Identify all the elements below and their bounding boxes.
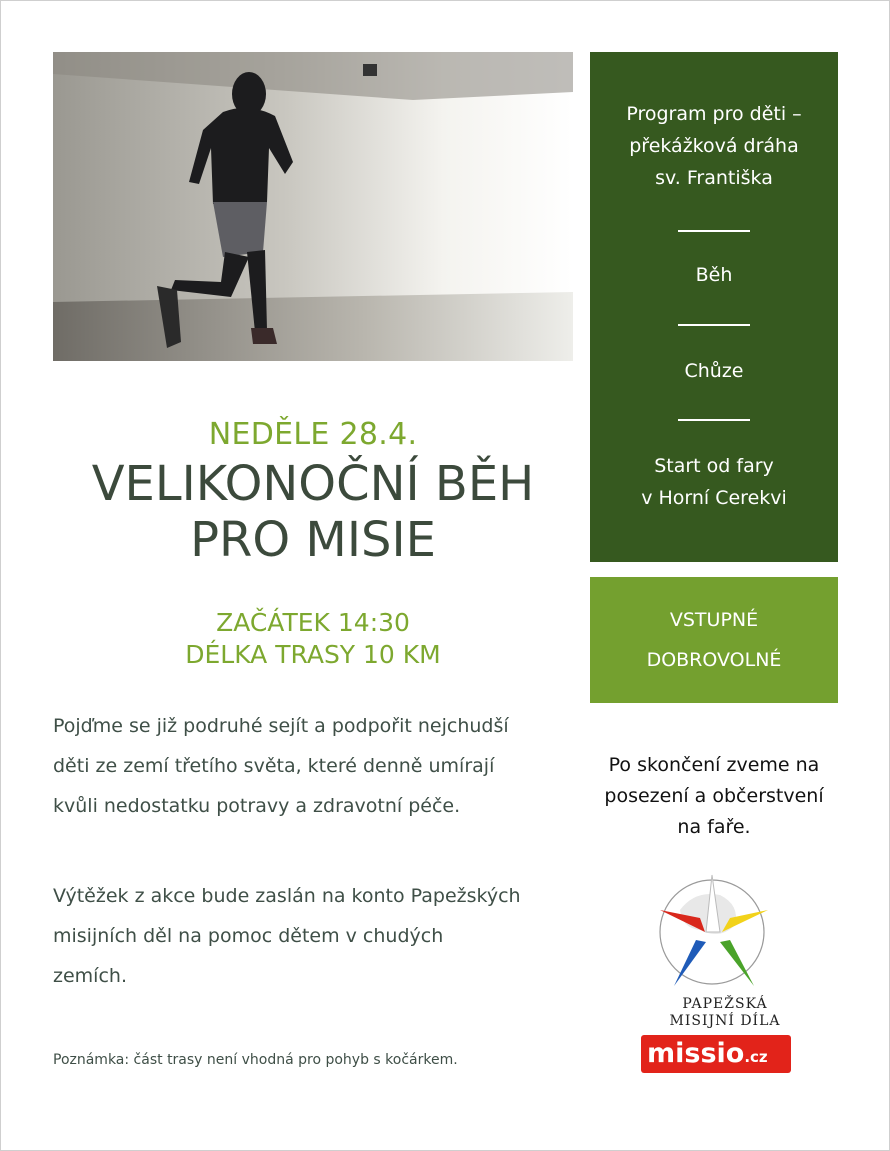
program-line: sv. Františka xyxy=(655,167,773,189)
title-line: PRO MISIE xyxy=(190,512,436,568)
title-line: VELIKONOČNÍ BĚH xyxy=(91,456,535,512)
track-length: DÉLKA TRASY 10 KM xyxy=(185,640,441,669)
program-line: Start od fary xyxy=(654,455,774,477)
paragraph-line: Výtěžek z akce bude zaslán na konto Papežských xyxy=(53,885,521,907)
stroller-note: Poznámka: část trasy není vhodná pro pohyb s kočárkem. xyxy=(53,1052,458,1068)
event-title xyxy=(53,456,573,568)
brand-suffix: .cz xyxy=(744,1048,768,1066)
brand-name: missio xyxy=(647,1038,745,1069)
after-line: Po skončení zveme na xyxy=(608,754,820,776)
event-date: NEDĚLE 28.4. xyxy=(208,417,418,452)
program-line: Program pro děti – xyxy=(626,103,802,125)
paragraph-line: kvůli nedostatku potravy a zdravotní péče. xyxy=(53,795,461,817)
entry-fee-box xyxy=(590,577,838,703)
logo-text: MISIJNÍ DÍLA xyxy=(669,1013,781,1029)
separator xyxy=(678,230,750,232)
separator xyxy=(678,324,750,326)
program-line: v Horní Cerekvi xyxy=(641,487,787,509)
entry-line: DOBROVOLNÉ xyxy=(646,649,782,671)
missio-wordmark xyxy=(641,1035,791,1073)
runner-photo xyxy=(53,52,573,361)
proceeds-paragraph xyxy=(53,876,583,996)
invitation-paragraph xyxy=(53,706,583,826)
program-item-run: Běh xyxy=(695,264,733,286)
after-line: na faře. xyxy=(677,816,751,838)
program-item-walk: Chůze xyxy=(684,360,744,382)
program-line: překážková dráha xyxy=(629,135,799,157)
paragraph-line: děti ze zemí třetího světa, které denně umírají xyxy=(53,755,495,777)
paragraph-line: Pojďme se již podruhé sejít a podpořit nejchudší xyxy=(53,715,509,737)
start-time: ZAČÁTEK 14:30 xyxy=(216,608,410,637)
logo-text: PAPEŽSKÁ xyxy=(682,996,768,1012)
after-line: posezení a občerstvení xyxy=(604,785,824,807)
entry-line: VSTUPNÉ xyxy=(669,609,759,631)
paragraph-line: misijních děl na pomoc dětem v chudých xyxy=(53,925,444,947)
separator xyxy=(678,419,750,421)
after-event-text xyxy=(580,750,848,843)
program-item-start xyxy=(590,450,838,514)
paragraph-line: zemích. xyxy=(53,965,127,987)
program-box xyxy=(590,52,838,562)
program-item-children xyxy=(590,98,838,194)
